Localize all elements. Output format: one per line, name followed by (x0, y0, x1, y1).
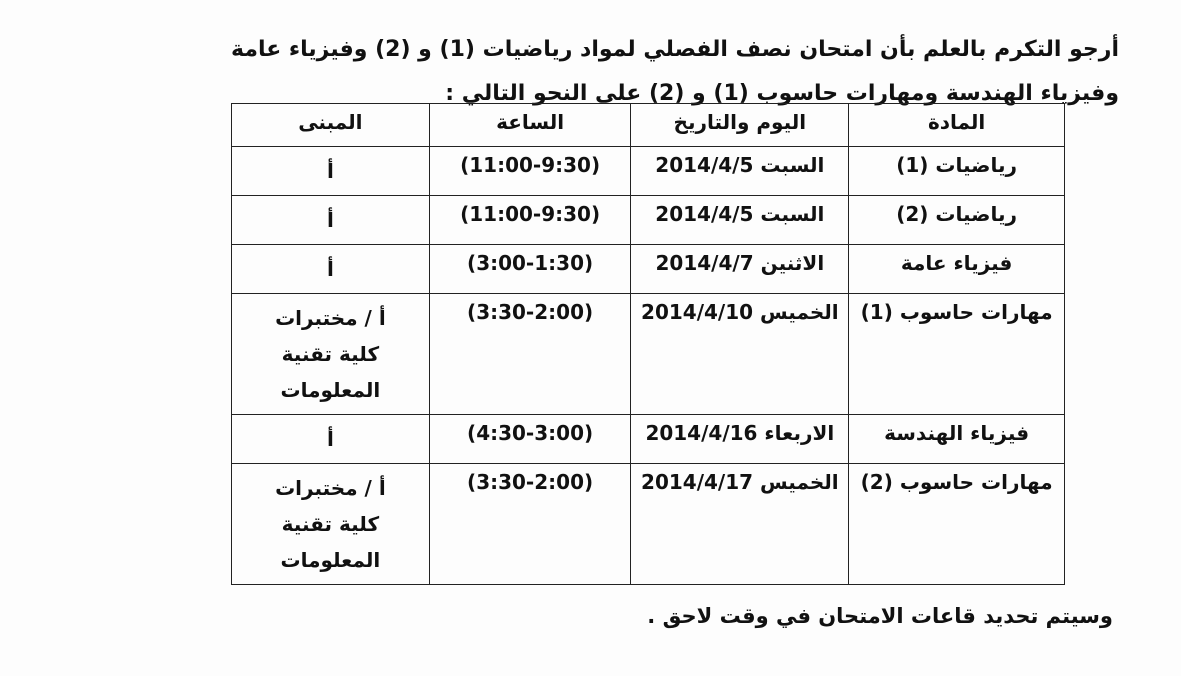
intro-line-1: أرجو التكرم بالعلم بأن امتحان نصف الفصلي لمواد رياضيات (1) و (2) وفيزياء عامة (231, 37, 1119, 62)
cell-subject: مهارات حاسوب (1) (849, 294, 1065, 415)
cell-building (232, 464, 430, 585)
exam-schedule-table (231, 103, 1065, 585)
table-row (232, 464, 1065, 585)
cell-day-date: الخميس 2014/4/10 (631, 294, 849, 415)
header-subject: المادة (849, 104, 1065, 147)
cell-time: (4:30-3:00) (429, 415, 631, 464)
building-line: المعلومات (280, 378, 381, 402)
cell-day-date: الخميس 2014/4/17 (631, 464, 849, 585)
building-line: أ / مختبرات (275, 306, 386, 330)
cell-subject: رياضيات (1) (849, 147, 1065, 196)
cell-subject: فيزياء الهندسة (849, 415, 1065, 464)
cell-building: أ (232, 147, 430, 196)
building-line: المعلومات (280, 548, 381, 572)
cell-time: (3:30-2:00) (429, 464, 631, 585)
table-row (232, 196, 1065, 245)
cell-time: (11:00-9:30) (429, 147, 631, 196)
table-header-row (232, 104, 1065, 147)
cell-day-date: السبت 2014/4/5 (631, 147, 849, 196)
cell-subject: فيزياء عامة (849, 245, 1065, 294)
closing-note: وسيتم تحديد قاعات الامتحان في وقت لاحق . (647, 604, 1113, 628)
cell-day-date: الاثنين 2014/4/7 (631, 245, 849, 294)
cell-time: (11:00-9:30) (429, 196, 631, 245)
cell-building: أ (232, 415, 430, 464)
cell-building: أ (232, 245, 430, 294)
cell-day-date: الاربعاء 2014/4/16 (631, 415, 849, 464)
table-row (232, 415, 1065, 464)
table-row (232, 147, 1065, 196)
cell-building (232, 294, 430, 415)
building-line: أ / مختبرات (275, 476, 386, 500)
header-time: الساعة (429, 104, 631, 147)
cell-subject: مهارات حاسوب (2) (849, 464, 1065, 585)
table-row (232, 245, 1065, 294)
building-line: كلية تقنية (281, 342, 380, 366)
building-line: كلية تقنية (281, 512, 380, 536)
cell-day-date: السبت 2014/4/5 (631, 196, 849, 245)
intro-line-2: وفيزياء الهندسة ومهارات حاسوب (1) و (2) على النحو التالي : (445, 81, 1119, 106)
cell-building: أ (232, 196, 430, 245)
cell-subject: رياضيات (2) (849, 196, 1065, 245)
table-row (232, 294, 1065, 415)
cell-time: (3:30-2:00) (429, 294, 631, 415)
cell-time: (3:00-1:30) (429, 245, 631, 294)
header-building: المبنى (232, 104, 430, 147)
header-day-date: اليوم والتاريخ (631, 104, 849, 147)
